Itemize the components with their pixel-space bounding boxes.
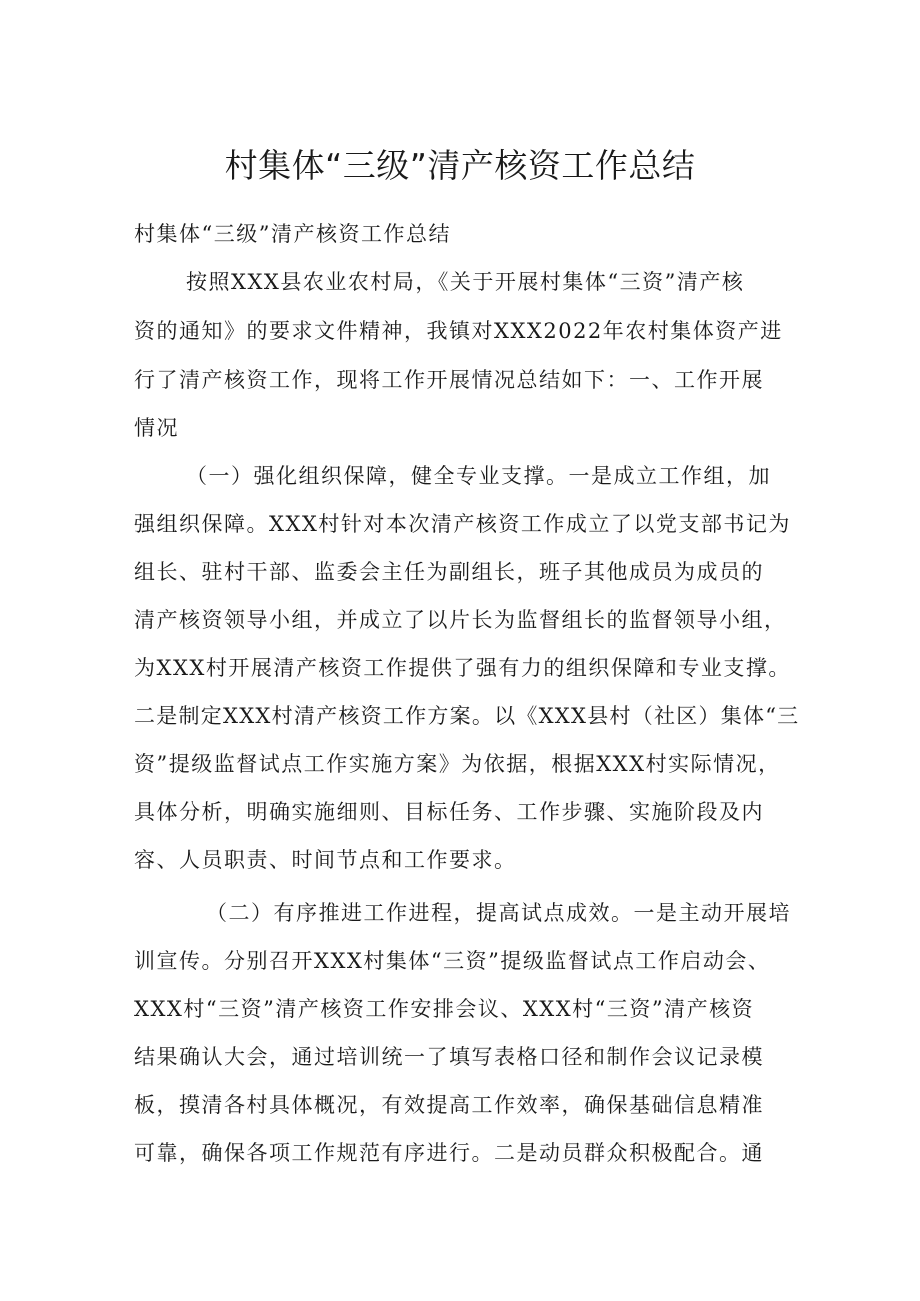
paragraph-2-line-5: 为XXX村开展清产核资工作提供了强有力的组织保障和专业支撑。 bbox=[134, 656, 791, 680]
paragraph-2-line-3: 组长、驻村干部、监委会主任为副组长，班子其他成员为成员的 bbox=[134, 560, 764, 584]
paragraph-3-line-4: 结果确认大会，通过培训统一了填写表格口径和制作会议记录模 bbox=[134, 1045, 764, 1069]
paragraph-1-line-4: 情况 bbox=[134, 416, 179, 440]
paragraph-2-line-8: 具体分析，明确实施细则、目标任务、工作步骤、实施阶段及内 bbox=[134, 800, 764, 824]
paragraph-1-line-1: 按照XXX县农业农村局，《关于开展村集体“三资”清产核 bbox=[186, 270, 745, 294]
paragraph-3-line-3: XXX村“三资”清产核资工作安排会议、XXX村“三资”清产核资 bbox=[134, 997, 755, 1021]
paragraph-2-line-2: 强组织保障。XXX村针对本次清产核资工作成立了以党支部书记为 bbox=[134, 512, 791, 536]
paragraph-1-line-2: 资的通知》的要求文件精神，我镇对XXX2022年农村集体资产进 bbox=[134, 319, 783, 343]
paragraph-2-line-6: 二是制定XXX村清产核资工作方案。以《XXX县村（社区）集体“三 bbox=[134, 704, 800, 728]
paragraph-3-line-5: 板，摸清各村具体概况，有效提高工作效率，确保基础信息精准 bbox=[134, 1093, 764, 1117]
paragraph-2-line-9: 容、人员职责、时间节点和工作要求。 bbox=[134, 848, 517, 872]
paragraph-3-line-1: （二）有序推进工作进程，提高试点成效。一是主动开展培 bbox=[206, 901, 791, 925]
paragraph-2-line-1: （一）强化组织保障，健全专业支撑。一是成立工作组，加 bbox=[186, 464, 771, 488]
document-subtitle: 村集体“三级”清产核资工作总结 bbox=[134, 222, 451, 246]
paragraph-3-line-2: 训宣传。分别召开XXX村集体“三资”提级监督试点工作启动会、 bbox=[134, 949, 771, 973]
paragraph-3-line-6: 可靠，确保各项工作规范有序进行。二是动员群众积极配合。通 bbox=[134, 1141, 764, 1165]
paragraph-2-line-7: 资”提级监督试点工作实施方案》为依据，根据XXX村实际情况， bbox=[134, 752, 781, 776]
paragraph-1-line-3: 行了清产核资工作，现将工作开展情况总结如下：一、工作开展 bbox=[134, 368, 764, 392]
paragraph-2-line-4: 清产核资领导小组，并成立了以片长为监督组长的监督领导小组， bbox=[134, 608, 787, 632]
document-title: 村集体“三级”清产核资工作总结 bbox=[224, 146, 696, 186]
